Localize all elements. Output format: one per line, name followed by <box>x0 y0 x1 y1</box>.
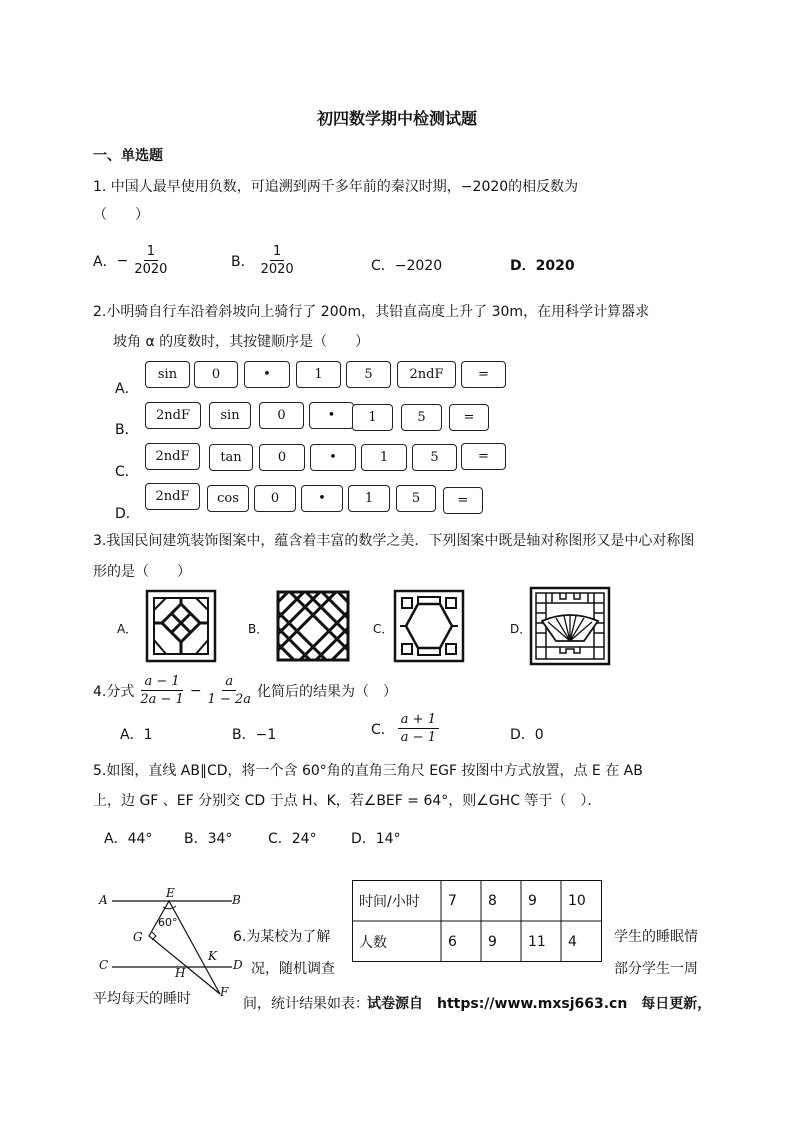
right-angle-mark <box>152 932 156 940</box>
q6-text-part6: 间，统计结果如表： <box>243 996 369 1012</box>
key-0[interactable]: 0 <box>259 444 305 471</box>
lattice-pattern-d-icon[interactable] <box>530 587 610 665</box>
q2-stem-line1: 2.小明骑自行车沿着斜坡向上骑行了 200m，其铅直高度上升了 30m，在用科学计算器求 <box>93 304 650 320</box>
key-1[interactable]: 1 <box>361 444 407 471</box>
denominator: a − 1 <box>400 730 436 745</box>
q6-text-part5: 平均每天的睡时 <box>93 991 191 1007</box>
numerator: a <box>222 673 236 691</box>
q4-option-b[interactable]: B．−1 <box>232 727 277 743</box>
key-5[interactable]: 5 <box>346 361 391 388</box>
denominator: 2020 <box>134 262 168 277</box>
q2-option-b-label: B． <box>115 422 139 438</box>
key-dot[interactable]: • <box>244 361 290 388</box>
fraction <box>131 243 170 278</box>
q5-stem-line1: 5.如图，直线 AB∥CD，将一个含 60°角的直角三角尺 EGF 按图中方式放置，点 E 在 AB <box>93 763 643 779</box>
key-sin[interactable]: sin <box>209 402 251 429</box>
q3-option-b-label: B． <box>248 622 269 636</box>
key-0[interactable]: 0 <box>194 361 238 388</box>
point-label-k: K <box>208 949 217 963</box>
key-dot[interactable]: • <box>310 444 356 471</box>
q1-stem: 1. 中国人最早使用负数，可追溯到两千多年前的秦汉时期，−2020的相反数为 <box>93 179 579 195</box>
fraction <box>398 711 439 746</box>
table-cell: 9 <box>488 934 497 950</box>
q3-option-a-label: A． <box>117 622 138 636</box>
key-equals[interactable]: = <box>449 404 489 431</box>
table-header-label: 时间/小时 <box>359 894 420 910</box>
numerator: a − 1 <box>141 673 182 691</box>
q1-answer-blank: （ ） <box>93 207 149 223</box>
numerator: 1 <box>144 243 158 261</box>
key-sin[interactable]: sin <box>145 361 190 388</box>
q4-option-a[interactable]: A．1 <box>120 727 153 743</box>
minus-sign: − <box>189 682 202 699</box>
table-cell: 9 <box>528 893 537 909</box>
option-label: C． <box>371 721 395 738</box>
q1-option-b[interactable] <box>231 243 300 278</box>
table-cell: 7 <box>448 893 457 909</box>
point-label-a: A <box>99 893 108 907</box>
table-cell: 10 <box>568 893 586 909</box>
key-equals[interactable]: = <box>461 443 506 470</box>
key-2ndf[interactable]: 2ndF <box>145 483 200 510</box>
q5-stem-line2: 上，边 GF 、EF 分别交 CD 于点 H、K，若∠BEF = 64°，则∠GHC 等于（ ）． <box>93 793 602 809</box>
q3-stem-line1: 3.我国民间建筑装饰图案中，蕴含着丰富的数学之美．下列图案中既是轴对称图形又是中心对称图 <box>93 533 695 549</box>
fraction <box>258 243 297 278</box>
key-1[interactable]: 1 <box>296 361 341 388</box>
q3-stem-line2: 形的是（ ） <box>93 564 191 580</box>
q6-text-part1: 6.为某校为了解 <box>233 929 331 945</box>
q4-option-d[interactable]: D．0 <box>510 727 544 743</box>
point-label-f: F <box>220 985 229 999</box>
point-label-b: B <box>232 893 241 907</box>
fraction-2 <box>205 673 254 708</box>
key-dot[interactable]: • <box>309 402 354 429</box>
key-1[interactable]: 1 <box>352 404 393 431</box>
triangle-egf <box>149 901 220 994</box>
point-label-h: H <box>175 966 186 980</box>
q6-text-part2: 学生的睡眠情 <box>614 929 698 945</box>
q5-option-c[interactable]: C．24° <box>268 831 317 847</box>
q2-option-c-label: C． <box>115 464 139 480</box>
q4-stem <box>93 673 397 708</box>
key-2ndf[interactable]: 2ndF <box>145 402 201 429</box>
point-label-c: C <box>99 958 109 972</box>
q2-option-d-label: D． <box>115 506 140 522</box>
key-dot[interactable]: • <box>301 485 343 512</box>
angle-label: 60° <box>158 916 178 929</box>
q2-option-a-label: A． <box>115 381 139 397</box>
q4-suffix: 化简后的结果为（ ） <box>257 683 397 700</box>
q1-option-c[interactable]: C．−2020 <box>371 258 443 274</box>
point-label-g: G <box>133 930 143 944</box>
fraction-1 <box>137 673 186 708</box>
source-note: 试卷源自 https://www.mxsj663.cn 每日更新， <box>367 996 712 1012</box>
q1-option-a[interactable] <box>93 243 173 278</box>
key-cos[interactable]: cos <box>207 485 249 512</box>
q6-text-part4: 部分学生一周 <box>614 961 698 977</box>
key-2ndf[interactable]: 2ndF <box>145 443 200 470</box>
q6-text-part3: 况，随机调查 <box>251 961 335 977</box>
key-equals[interactable]: = <box>461 361 506 388</box>
geometry-figure <box>94 884 254 1004</box>
q3-option-d-label: D． <box>510 622 532 636</box>
lattice-pattern-b-icon[interactable] <box>276 590 350 662</box>
option-label: B． <box>231 253 255 270</box>
denominator: 2a − 1 <box>140 692 184 707</box>
q4-option-c[interactable] <box>371 711 442 746</box>
q3-option-c-label: C． <box>373 622 394 636</box>
table-cell: 11 <box>528 934 546 950</box>
page-title: 初四数学期中检测试题 <box>316 109 477 128</box>
key-0[interactable]: 0 <box>259 402 304 429</box>
key-5[interactable]: 5 <box>396 485 436 512</box>
numerator: a + 1 <box>398 711 439 729</box>
point-label-d: D <box>233 958 243 972</box>
table-cell: 4 <box>568 934 577 950</box>
key-5[interactable]: 5 <box>401 404 442 431</box>
q2-stem-line2: 坡角 α 的度数时，其按键顺序是（ ） <box>113 334 370 350</box>
key-5[interactable]: 5 <box>412 444 457 471</box>
q5-option-b[interactable]: B．34° <box>184 831 233 847</box>
option-label: A． <box>93 253 117 270</box>
key-tan[interactable]: tan <box>209 444 253 471</box>
table-cell: 8 <box>488 893 497 909</box>
table-row-label: 人数 <box>359 935 387 951</box>
minus-sign: − <box>116 252 129 269</box>
q4-prefix: 4.分式 <box>93 683 135 700</box>
point-label-e: E <box>166 886 175 900</box>
table-cell: 6 <box>448 934 457 950</box>
q5-option-d[interactable]: D．14° <box>351 831 401 847</box>
q1-option-d[interactable]: D．2020 <box>510 258 575 274</box>
key-equals[interactable]: = <box>443 487 483 514</box>
lattice-pattern-c-icon[interactable] <box>394 590 464 662</box>
key-1[interactable]: 1 <box>348 485 390 512</box>
key-2ndf[interactable]: 2ndF <box>397 361 456 388</box>
section-heading: 一、单选题 <box>93 148 163 164</box>
denominator: 2020 <box>260 262 294 277</box>
key-0[interactable]: 0 <box>254 485 296 512</box>
denominator: 1 − 2a <box>207 692 251 707</box>
numerator: 1 <box>270 243 284 261</box>
lattice-pattern-a-icon[interactable] <box>146 590 216 662</box>
q5-option-a[interactable]: A．44° <box>104 831 153 847</box>
